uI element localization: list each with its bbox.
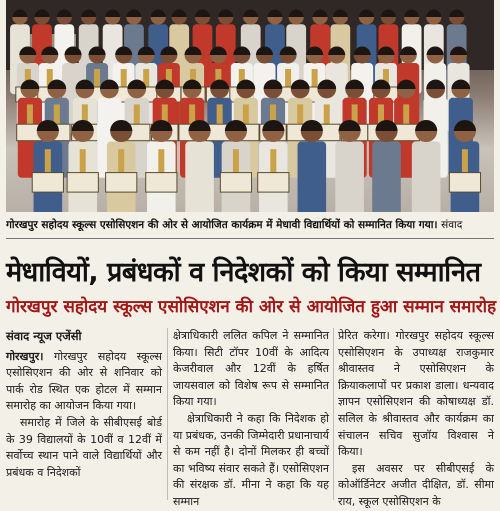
certificate bbox=[449, 173, 480, 193]
col1-paragraph-2: समारोह में जिले के सीबीएसई बोर्ड के 39 विद्यालयों के 10वीं व 12वीं में सर्वोच्च स्थान पाने वाले विद्यार्थियों और प्रबंधक व निदेशकों bbox=[6, 415, 162, 479]
dateline: गोरखपुर। bbox=[6, 349, 44, 363]
col2-paragraph-1: क्षेत्राधिकारी ललित कपिल ने सम्मानित किया। सिटी टॉपर 10वीं के आदित्य केजरीवाल और 12वीं के हर्षित जायसवाल को विशेष रूप से सम्मानित किया गया। bbox=[173, 329, 329, 409]
photo-caption bbox=[6, 218, 494, 232]
column-divider bbox=[333, 328, 334, 500]
headline: मेधावियों, प्रबंधकों व निदेशकों को किया सम्मानित bbox=[6, 257, 481, 288]
certificate bbox=[146, 173, 177, 193]
col2-paragraph-2: क्षेत्राधिकारी ने कहा कि निदेशक हो या प्रबंधक, उनकी जिम्मेदारी प्रधानाचार्य से कम नहीं है। दोनों मिलकर ही बच्चों का भविष्य संवार सकते हैं। एसोसिएशन की संरक्षक डॉ. मीना ने कहा कि यह सम्मान bbox=[173, 411, 329, 508]
byline: संवाद न्यूज एजेंसी bbox=[6, 329, 82, 343]
col3-paragraph-1: प्रेरित करेगा। गोरखपुर सहोदय स्कूल्स एसोसिएशन के उपाध्यक्ष राजकुमार श्रीवास्तव ने एसोसिएशन के क्रियाकलापों पर प्रकाश डाला। धन्यवाद ज्ञापन एसोसिएशन की कोषाध्यक्ष डॉ. सलिल के श्रीवास्तव और कार्यक्रम का संचालन सचिव सुजॉय विश्वास ने किया। bbox=[338, 329, 494, 459]
column-divider bbox=[167, 328, 168, 500]
person-body bbox=[185, 141, 214, 212]
person-body bbox=[298, 141, 327, 212]
group-photo bbox=[6, 0, 494, 212]
certificate bbox=[220, 173, 251, 193]
certificate bbox=[67, 173, 98, 193]
article-column-3 bbox=[338, 328, 494, 511]
photo-illustration bbox=[6, 0, 494, 212]
person-body bbox=[335, 141, 364, 212]
certificate bbox=[258, 173, 289, 193]
caption-tag: संवाद bbox=[441, 219, 463, 231]
article-column-2 bbox=[173, 328, 329, 511]
subheadline: गोरखपुर सहोदय स्कूल्स एसोसिएशन की ओर से आयोजित हुआ सम्मान समारोह bbox=[6, 297, 497, 317]
col3-paragraph-2: इस अवसर पर सीबीएसई के कोऑर्डिनेटर अजीत दीक्षित, डॉ. सीमा राय, स्कूल एसोसिएशन के bbox=[338, 461, 494, 508]
divider bbox=[6, 238, 494, 239]
certificate bbox=[32, 173, 63, 193]
person-body bbox=[372, 141, 401, 212]
col1-p1-text: गोरखपुर सहोदय स्कूल्स एसोसिएशन की ओर से शनिवार को पार्क रोड स्थित एक होटल में सम्मान समारोह का आयोजन किया गया। bbox=[6, 349, 162, 413]
certificate bbox=[106, 173, 137, 193]
person-body bbox=[412, 141, 441, 212]
col1-paragraph-1 bbox=[6, 349, 162, 415]
caption-text: गोरखपुर सहोदय स्कूल्स एसोसिएशन की ओर से आयोजित कार्यक्रम में मेधावी विद्यार्थियों को सम्मानित किया गया। bbox=[6, 219, 438, 231]
article-column-1 bbox=[6, 328, 162, 481]
